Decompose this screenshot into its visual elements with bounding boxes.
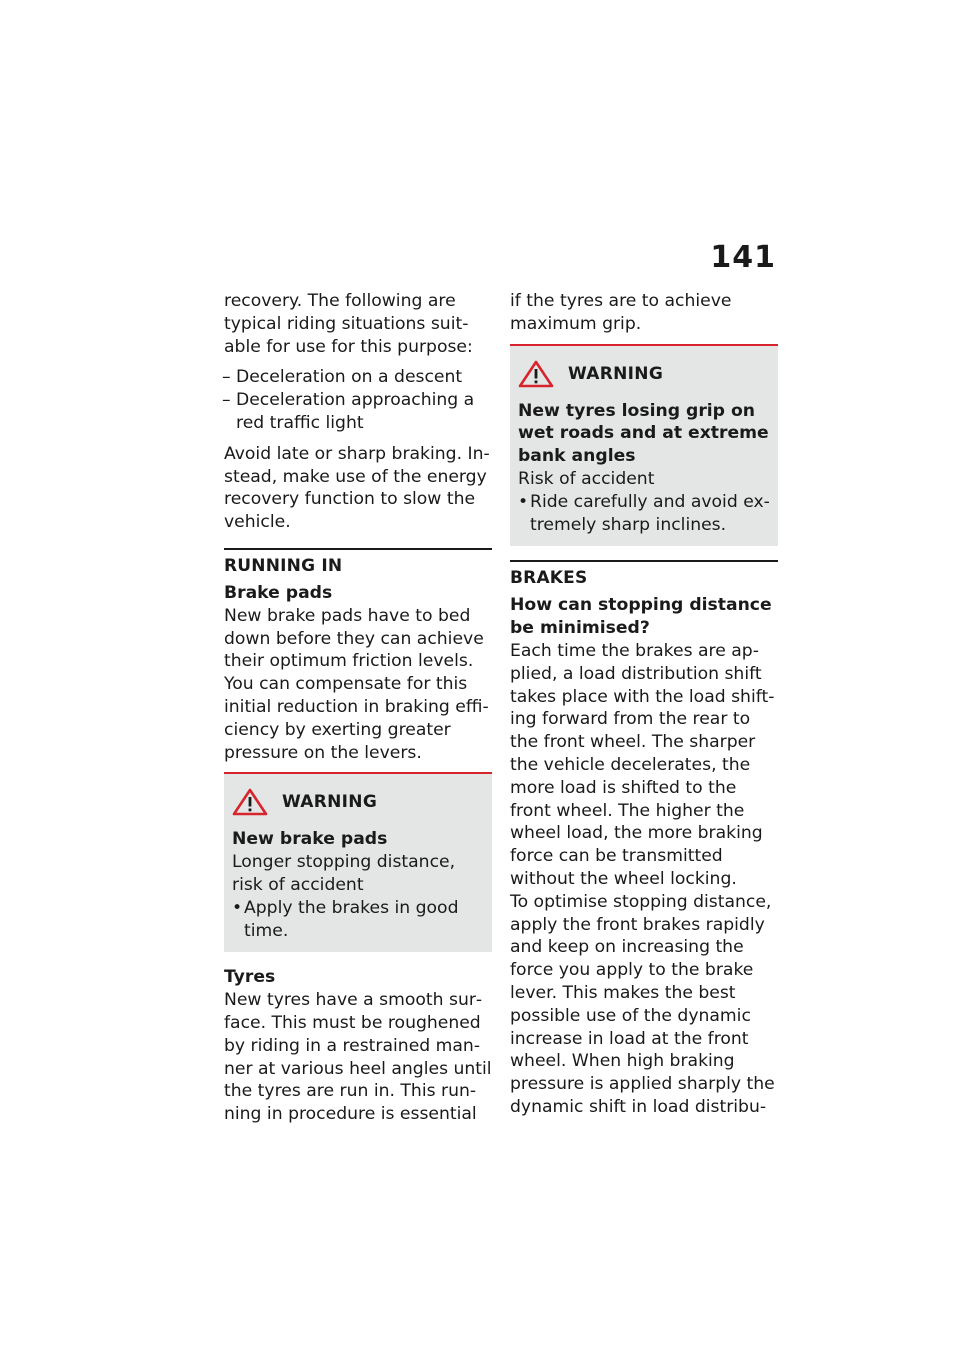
list-item: – Deceleration approaching a red traffic light	[224, 389, 492, 435]
warning-title: New brake pads	[232, 829, 388, 850]
brakes-section	[510, 560, 778, 1118]
warning-actions	[232, 897, 484, 943]
section-heading: RUNNING IN	[224, 555, 343, 576]
section-heading: BRAKES	[510, 568, 588, 589]
tyres-text: New tyres have a smooth surface. This must be roughened by riding in a restrained manner at various heel angles until the tyres are run in. This running in procedure is essential	[224, 990, 492, 1125]
situations-list	[224, 366, 492, 434]
warning-label: WARNING	[282, 792, 378, 813]
page-number: 141	[710, 240, 776, 275]
left-column	[224, 290, 492, 1134]
warning-label: WARNING	[568, 363, 664, 384]
warning-box	[224, 772, 492, 952]
brakes-text-2: To optimise stopping distance, apply the front brakes rapidly and keep on increasing the force you apply to the brake lever. This makes the best possible use of the dynamic increase in load at the front wheel. When high braking pressure is applied sharply the dynamic shift in load distribu-	[510, 891, 775, 1117]
warning-title: New tyres losing grip on wet roads and at extreme bank angles	[518, 400, 769, 467]
brake-pads-title: Brake pads	[224, 582, 333, 603]
warning-risk: Risk of accident	[518, 468, 655, 489]
brakes-text-1: Each time the brakes are applied, a load distribution shift takes place with the load shifting forward from the rear to the front wheel. The sharper the vehicle decelerates, the more load is shifted to the front wheel. The higher the wheel load, the more braking force can be transmitted without the wheel locking.	[510, 640, 775, 889]
warning-box	[510, 344, 778, 547]
advice-paragraph: Avoid late or sharp braking. Instead, make use of the energy recovery function to slow the vehicle.	[224, 443, 490, 533]
running-in-section	[224, 548, 492, 1126]
brakes-question: How can stopping distance be minimised?	[510, 595, 772, 639]
intro-paragraph: recovery. The following are typical riding situations suitable for use for this purpose:	[224, 291, 473, 357]
warning-triangle-icon	[232, 788, 268, 816]
list-item: – Deceleration on a descent	[224, 366, 492, 389]
right-column	[510, 290, 778, 1119]
warning-actions	[518, 491, 770, 537]
tyres-title: Tyres	[224, 967, 276, 988]
list-item: • Ride carefully and avoid extremely sharp inclines.	[518, 491, 770, 537]
warning-triangle-icon	[518, 360, 554, 388]
continuation-paragraph: if the tyres are to achieve maximum grip.	[510, 291, 732, 334]
list-item: • Apply the brakes in good time.	[232, 897, 484, 943]
brake-pads-text: New brake pads have to bed down before they can achieve their optimum friction levels. You can compensate for this initial reduction in braking efficiency by exerting greater pressure on the levers.	[224, 605, 489, 763]
warning-risk: Longer stopping distance, risk of accident	[232, 852, 456, 895]
